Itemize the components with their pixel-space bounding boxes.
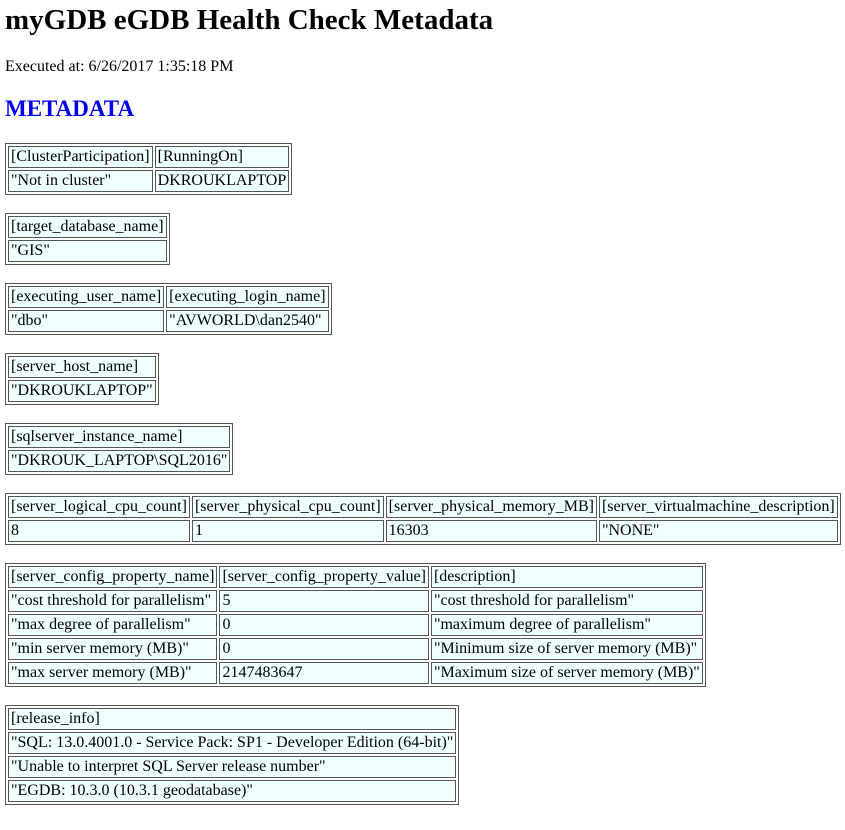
table-cell: "max server memory (MB)" (8, 662, 217, 684)
table-cell: 0 (219, 638, 428, 660)
sqlserver-instance-table (5, 423, 233, 475)
table-cell: "cost threshold for parallelism" (431, 590, 703, 612)
header-row (8, 286, 329, 308)
header-row (8, 146, 289, 168)
column-header: [RunningOn] (155, 146, 290, 168)
column-header: [server_virtualmachine_description] (599, 496, 838, 518)
column-header: [target_database_name] (8, 216, 167, 238)
column-header: [sqlserver_instance_name] (8, 426, 230, 448)
column-header: [description] (431, 566, 703, 588)
target-database-table (5, 213, 170, 265)
table-cell: "DKROUK_LAPTOP\SQL2016" (8, 450, 230, 472)
table-cell: "EGDB: 10.3.0 (10.3.1 geodatabase)" (8, 780, 456, 802)
table-row (8, 638, 703, 660)
table-cell: "min server memory (MB)" (8, 638, 217, 660)
table-row (8, 380, 156, 402)
column-header: [server_config_property_name] (8, 566, 217, 588)
column-header: [executing_login_name] (166, 286, 328, 308)
header-row (8, 708, 456, 730)
table-cell: "GIS" (8, 240, 167, 262)
column-header: [server_config_property_value] (219, 566, 428, 588)
table-cell: "DKROUKLAPTOP" (8, 380, 156, 402)
header-row (8, 496, 838, 518)
column-header: [ClusterParticipation] (8, 146, 153, 168)
header-row (8, 426, 230, 448)
column-header: [executing_user_name] (8, 286, 164, 308)
table-cell: "cost threshold for parallelism" (8, 590, 217, 612)
column-header: [server_host_name] (8, 356, 156, 378)
section-heading: METADATA (5, 96, 135, 121)
table-row (8, 780, 456, 802)
table-row (8, 450, 230, 472)
table-cell: 0 (219, 614, 428, 636)
table-cell: "dbo" (8, 310, 164, 332)
table-cell: "NONE" (599, 520, 838, 542)
table-cell: "maximum degree of parallelism" (431, 614, 703, 636)
column-header: [release_info] (8, 708, 456, 730)
header-row (8, 566, 703, 588)
column-header: [server_physical_cpu_count] (192, 496, 384, 518)
table-cell: 1 (192, 520, 384, 542)
column-header: [server_physical_memory_MB] (386, 496, 597, 518)
release-info-table (5, 705, 459, 805)
table-row (8, 520, 838, 542)
table-cell: "Unable to interpret SQL Server release number" (8, 756, 456, 778)
table-cell: "SQL: 13.0.4001.0 - Service Pack: SP1 - Developer Edition (64-bit)" (8, 732, 456, 754)
table-row (8, 662, 703, 684)
table-row (8, 310, 329, 332)
table-cell: "max degree of parallelism" (8, 614, 217, 636)
header-row (8, 216, 167, 238)
table-cell: 5 (219, 590, 428, 612)
table-cell: DKROUKLAPTOP (155, 170, 290, 192)
table-cell: 2147483647 (219, 662, 428, 684)
table-cell: "Not in cluster" (8, 170, 153, 192)
table-cell: "Maximum size of server memory (MB)" (431, 662, 703, 684)
executed-timestamp: Executed at: 6/26/2017 1:35:18 PM (5, 58, 234, 75)
page-title: myGDB eGDB Health Check Metadata (5, 4, 494, 36)
cluster-table (5, 143, 292, 195)
table-row (8, 240, 167, 262)
table-cell: "AVWORLD\dan2540" (166, 310, 328, 332)
table-row (8, 590, 703, 612)
server-hardware-table (5, 493, 841, 545)
table-row (8, 170, 289, 192)
column-header: [server_logical_cpu_count] (8, 496, 190, 518)
table-row (8, 732, 456, 754)
table-cell: "Minimum size of server memory (MB)" (431, 638, 703, 660)
header-row (8, 356, 156, 378)
server-host-table (5, 353, 159, 405)
table-row (8, 614, 703, 636)
table-cell: 8 (8, 520, 190, 542)
server-config-table (5, 563, 706, 687)
executing-user-table (5, 283, 332, 335)
table-row (8, 756, 456, 778)
table-cell: 16303 (386, 520, 597, 542)
